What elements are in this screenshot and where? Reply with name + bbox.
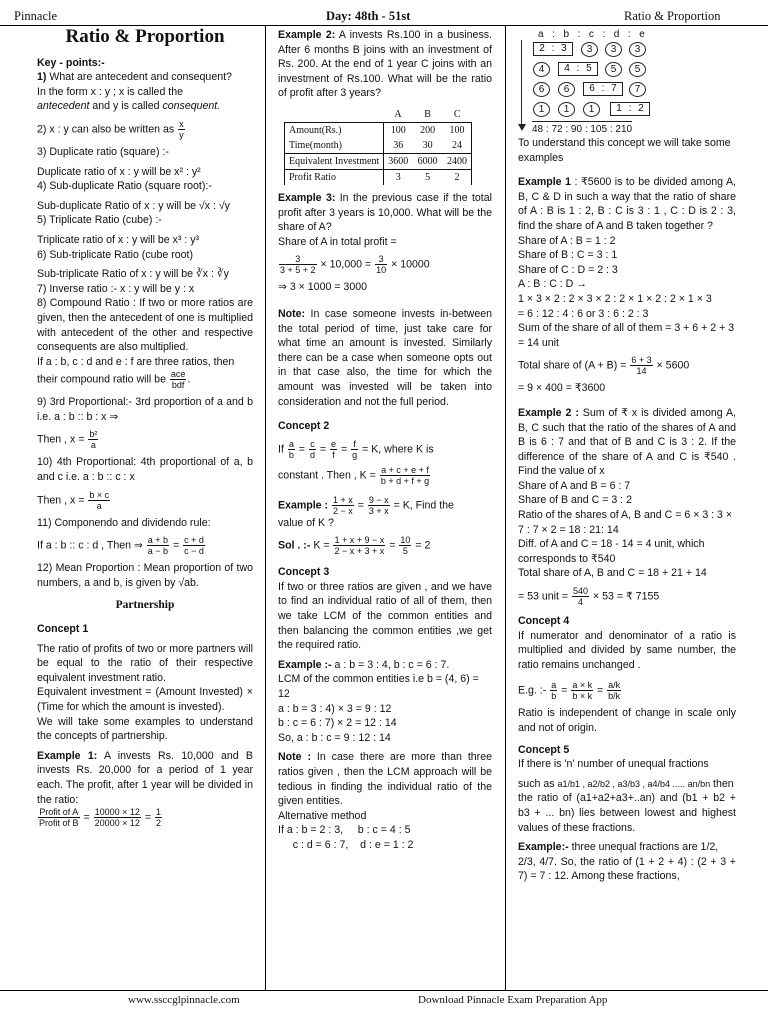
text: 8) Compound Ratio : If two or more ratios are given, then the antecedent of one is multiplied with antecedent of the other and respective consequents are also multiplied. — [37, 297, 253, 354]
note-label: Note: — [278, 307, 306, 320]
example-label: Example 2: — [278, 29, 336, 41]
text: × 10,000 = — [320, 258, 372, 271]
fraction: $\frac{e}{f}$ — [331, 438, 337, 460]
text: In case someone invests in-between the total period of time, just take care for what time an amount is invested. Similarly there can be a case when someone opts out in that case also, the time for which the amount was invested will be taken into consideration and not the full period. — [278, 307, 492, 408]
text: antecedent — [37, 100, 90, 113]
fractions-list: a1/b1 , a2/b2 , a3/b3 , a4/b4 ..... an/bn — [557, 778, 711, 789]
fraction: $\frac{a}{b}$ — [551, 680, 557, 702]
page-title: Ratio & Proportion — [65, 28, 225, 47]
text: = 53 unit = — [518, 590, 569, 603]
text: Share of B : C = 3 : 1 — [518, 249, 618, 262]
text: c : d = 6 : 7, d : e = 1 : 2 — [278, 838, 414, 851]
ratio-box: 2 : 3 — [533, 42, 573, 56]
text: Share of B and C = 3 : 2 — [518, 494, 632, 507]
concept-heading: Concept 4 — [518, 615, 570, 628]
fraction: $\frac{b \times c}{a}$ — [89, 489, 110, 511]
text: A invests Rs. 10,000 and B invests Rs. 20,000 for a period of 1 year each. The profit, after 1 year will be divided in the ratio: — [37, 749, 253, 806]
concept-heading: Concept 2 — [278, 420, 330, 433]
text: Ratio of the shares of A, B and C = 6 × 3 : 3 × 7 : 7 × 2 = 18 : 21: 14 — [518, 509, 733, 536]
text: Share of A : B = 1 : 2 — [518, 234, 616, 247]
text: 9) 3rd Proportional:- 3rd proportion of a and b i.e. a : b :: b : x ⇒ — [37, 396, 253, 423]
solution-label: Sol . :- — [278, 539, 311, 552]
ratio-circle: 6 — [533, 82, 550, 97]
example-label: Example 3: — [278, 191, 336, 204]
text: = 6 : 12 : 4 : 6 or 3 : 6 : 2 : 3 — [518, 307, 649, 320]
ratio-circle: 5 — [629, 62, 646, 77]
concept-heading: Concept 5 — [518, 743, 570, 756]
text: Diff. of A and C = 18 - 14 = 4 unit, which corresponds to ₹540 — [518, 538, 705, 565]
text: 10) 4th Proportional: 4th proportional of a, b and c i.e. a : b :: c : x — [37, 456, 253, 484]
example-label: Example 2 : — [518, 406, 579, 419]
concept-heading: Concept 1 — [37, 623, 89, 636]
text: Ratio is independent of change in scale only and not of origin. — [518, 707, 736, 734]
ratio-box: 4 : 5 — [558, 62, 598, 76]
text: = K, Find the — [393, 498, 454, 511]
fraction: $\frac{3}{3 + 5 + 2}$ — [280, 254, 316, 276]
text: = 2 — [415, 539, 431, 552]
text: three unequal fractions are 1/2, — [568, 841, 719, 854]
text: a : b = 3 : 4) × 3 = 9 : 12 — [278, 702, 392, 715]
fraction: $\frac{c + d}{c - d}$ — [184, 535, 204, 557]
text: constant . Then , K = — [278, 468, 376, 481]
text: We will take some examples to understand the concepts of partnership. — [37, 715, 253, 743]
text: = K, where K is — [362, 442, 434, 455]
text: such as — [518, 777, 555, 790]
fraction: $\frac{f}{g}$ — [352, 438, 358, 460]
arrowhead-icon — [518, 124, 526, 131]
text: In the previous case if the total profit after 3 years is 10,000. What will be the share of A? — [278, 191, 492, 234]
text: their compound ratio will be — [37, 373, 166, 386]
diagram-result: 48 : 72 : 90 : 105 : 210 — [532, 121, 632, 138]
text: In case there are more than three ratios given , then the LCM approach will be tedious in finding the individual ratio of the given entities. — [278, 751, 492, 808]
text: consequent. — [162, 100, 221, 113]
text: 3) Duplicate ratio (square) :- — [37, 145, 169, 158]
text: 2/3, 4/7. So, the ratio of (1 + 2 + 4) : (2 + 3 + 7) = 7 : 12. Among these fractions, — [518, 855, 736, 883]
ratio-circle: 4 — [533, 62, 550, 77]
ratio-circle: 7 — [629, 82, 646, 97]
fraction: $\frac{540}{4}$ — [573, 586, 589, 608]
ratio-circle: 3 — [581, 42, 598, 57]
example-label: Example:- — [518, 841, 569, 854]
text: ⇒ 3 × 1000 = 3000 — [278, 281, 367, 294]
text: b : c = 6 : 7) × 2 = 12 : 14 — [278, 717, 397, 730]
text: Sum of the share of all of them = 3 + 6 + 2 + 3 = 14 unit — [518, 322, 735, 349]
text: E.g. :- — [518, 684, 547, 697]
text: 5) Triplicate Ratio (cube) :- — [37, 214, 162, 227]
text: Share of A and B = 6 : 7 — [518, 479, 631, 492]
text: If — [278, 442, 284, 455]
text: 7) Inverse ratio :- x : y will be y : x — [37, 282, 195, 295]
fraction: Profit of A Profit of B — [39, 807, 79, 829]
footer-app-text: Download Pinnacle Exam Preparation App — [418, 994, 608, 1006]
text: Triplicate ratio of x : y will be x³ : y³ — [37, 233, 200, 246]
text: Duplicate ratio of x : y will be x² : y² — [37, 165, 201, 178]
page-footer — [0, 990, 768, 1006]
text: × 5600 — [656, 359, 690, 372]
text: 11) Componendo and dividendo rule: — [37, 516, 211, 529]
text: Sub-triplicate Ratio of x : y will be ∛x : ∛y — [37, 268, 229, 281]
column-2: Example 2: A invests Rs.100 in a business. After 6 months B joins with an investment of Rs. 200. At the end of 1 year C joins with an investment of Rs.100. What will be the ratio of profit after 3 years? A B C Amount(Rs.) 100 200 100 Time(month) 36 30 24 Equivalent Investment 3600 6000 2400 Profit Ratio 3 5 2 Example 3: In the previous case if the total profit after 3 years is 10,000. What will be the share of A? Share of A in total profit = $\frac{3}{3 + 5 + 2}$ × 10,000 = $\frac{3}{10}$ × 10000 ⇒ 3 × 1000 = 3000 Note: In case someone invests in-between the total period of time, just take care for what time an amount is invested. Similarly there can be a case when someone opts out in that case also, the time for which the amount was invested will be taken into consideration and not the full period. Concept 2 If $\frac{a}{b}$ = $\frac{c}{d}$ = $\frac{e}{f}$ = $\frac{f}{g}$ = K, where K is constant . Then , K = $\frac{a + c + e + f}{b + d + f + g}$ Example : $\frac{1 + x}{2 - x}$ = $\frac{9 - x}{3 + x}$ = K, Find the value of K ? Sol . :- K = $\frac{1 + x + 9 - x}{2 - x + 3 + x}$ = $\frac{10}{5}$ = 2 Concept 3 If two or three ratios are given , and we have to find an individual ratio of all of them, then we take LCM of the common entities and then balancing the common entities ,we get the required ratio. Example :- a : b = 3 : 4, b : c = 6 : 7. LCM of the common entities i.e b = (4, 6) = 12 a : b = 3 : 4) × 3 = 9 : 12 b : c = 6 : 7) × 2 = 12 : 14 So, a : b : c = 9 : 12 : 14 Note : In case there are more than three ratios given , then the LCM approach will be tedious in finding the individual ratio of the given entities. Alternative method If a : b = 2 : 3, b : c = 4 : 5 c : d = 6 : 7, d : e = 1 : 2 — [278, 29, 492, 851]
fraction: $\frac{c}{d}$ — [309, 438, 315, 460]
fraction: $\frac{a}{b}$ — [288, 438, 294, 460]
text: Total share of (A + B) = — [518, 359, 627, 372]
column-divider — [265, 26, 266, 990]
text: and y is called — [89, 100, 163, 113]
column-3: a : b : c : d : e 2 : 3 3 3 3 4 4 : 5 5 5 6 6 6 : 7 7 1 1 1 1 : 2 48 : 72 : 90 : 105 : 210 To understand this concept we will take some examples Example 1 : ₹5600 is to be divided among A, B, C & D in such a way that the ratio of share of A : B is 1 : 2, B : C is 3 : 1 , C : D is 2 : 3, find the share of A and B taken together ? Share of A : B = 1 : 2 Share of B : C = 3 : 1 Share of C : D = 2 : 3 A : B : C : D → 1 × 3 × 2 : 2 × 3 × 2 : 2 × 1 × 2 : 2 × 1 × 3 = 6 : 12 : 4 : 6 or 3 : 6 : 2 : 3 Sum of the share of all of them = 3 + 6 + 2 + 3 = 14 unit Total share of (A + B) = $\frac{6 + 3}{14}$ × 5600 = 9 × 400 = ₹3600 Example 2 : Sum of ₹ x is divided among A, B, C such that the ratio of the shares of A and B is 6 : 7 and that of B and C is 3 : 2. If the difference of the share of A and C is ₹540 . Find the value of x Share of A and B = 6 : 7 Share of B and C = 3 : 2 Ratio of the shares of A, B and C = 6 × 3 : 3 × 7 : 7 × 2 = 18 : 21: 14 Diff. of A and C = 18 - 14 = 4 unit, which corresponds to ₹540 Total share of A, B and C = 18 + 21 + 14 = 53 unit = $\frac{540}{4}$ × 53 = ₹ 7155 Concept 4 If numerator and denominator of a ratio is multiplied and divided by same number, the ratio remains unchanged . E.g. :- $\frac{a}{b}$ = $\frac{a \times k}{b \times k}$ = $\frac{a/k}{b/k}$ Ratio is independent of change in scale only and not of origin. Concept 5 If there is 'n' number of unequal fractions such as a1/b1 , a2/b2 , a3/b3 , a4/b4 ..... an/bn then the ratio of (a1+a2+a3+..an) and (b1 + b2 + b3 + ... bn) lies between lowest and highest values of these fractions. Example:- three unequal fractions are 1/2, 2/3, 4/7. So, the ratio of (1 + 2 + 4) : (2 + 3 + 7) = 7 : 12. Among these fractions, — [518, 29, 736, 883]
text: A invests Rs.100 in a business. After 6 months B joins with an investment of Rs. 200. At the end of 1 year C joins with an investment of Rs.100. What will be the ratio of profit after 3 years? — [278, 29, 492, 100]
fraction: $\frac{x}{y}$ — [179, 118, 184, 140]
ratio-chain-diagram — [518, 28, 736, 134]
fraction: $\frac{10}{5}$ — [400, 535, 411, 557]
text: 1 × 3 × 2 : 2 × 3 × 2 : 2 × 1 × 2 : 2 × 1 × 3 — [518, 292, 712, 305]
text: If a : b = 2 : 3, b : c = 4 : 5 — [278, 824, 411, 837]
fraction: $\frac{1 + x}{2 - x}$ — [333, 494, 353, 516]
fraction: $\frac{6 + 3}{14}$ — [631, 355, 652, 377]
example-label: Example 1 — [518, 176, 571, 189]
text: Sum of ₹ x is divided among A, B, C such that the ratio of the shares of A and B is 6 : 7 and that of B and C is 3 : 2. If the difference of the share of A and C is ₹540 . Find the value of x — [518, 406, 736, 478]
text: : ₹5600 is to be divided among A, B, C & D in such a way that the ratio of share of A : B is 1 : 2, B : C is 3 : 1 , C : D is 2 : 3, find the share of A and B taken together ? — [518, 176, 736, 232]
ratio-circle: 1 — [558, 102, 575, 117]
text: Share of C : D = 2 : 3 — [518, 263, 618, 276]
text: Then , x = — [37, 433, 85, 446]
fraction: $\frac{10000 \times 12}{20000 \times 12}$ — [94, 807, 140, 829]
text: The ratio of profits of two or more partners will be equal to the ratio of their respective equivalent investment ratio. — [37, 642, 253, 684]
example-label: Example 1: — [37, 749, 98, 762]
key-points-heading: Key - points:- — [37, 56, 105, 69]
investment-table: A B C Amount(Rs.) 100 200 100 Time(month) 36 30 24 Equivalent Investment 3600 6000 2400 Profit Ratio 3 5 2 — [284, 107, 472, 185]
fraction: $\frac{a + b}{a - b}$ — [147, 535, 169, 557]
text: K = — [313, 539, 330, 552]
fraction: $\frac{a \times k}{b \times k}$ — [572, 680, 593, 702]
ratio-circle: 5 — [605, 62, 622, 77]
text: Sub-duplicate Ratio of x : y will be √x : √y — [37, 199, 230, 212]
text: then — [713, 777, 734, 790]
header-right: Ratio & Proportion — [624, 9, 721, 23]
text: 6) Sub-triplicate Ratio (cube root) — [37, 248, 194, 261]
partnership-heading: Partnership — [115, 599, 175, 612]
example-label: Example :- — [278, 658, 332, 671]
fraction: ace bdf — [170, 369, 186, 391]
text: To understand this concept we will take some examples — [518, 137, 731, 164]
text: So, a : b : c = 9 : 12 : 14 — [278, 731, 391, 744]
text: If numerator and denominator of a ratio is multiplied and divided by same number, the ratio remains unchanged . — [518, 629, 736, 671]
example-label: Example : — [278, 498, 329, 511]
header-center: Day: 48th - 51st — [326, 9, 411, 23]
fraction: $\frac{3}{10}$ — [376, 254, 387, 276]
ratio-circle: 1 — [533, 102, 550, 117]
concept-heading: Concept 3 — [278, 566, 330, 579]
ratio-circle: 6 — [558, 82, 575, 97]
ratio-circle: 3 — [629, 42, 646, 57]
text: LCM of the common entities i.e b = (4, 6) = 12 — [278, 673, 479, 701]
text: A : B : C : D → — [518, 278, 587, 291]
item-number: 1) — [37, 71, 47, 84]
text: the ratio of (a1+a2+a3+..an) and (b1 + b2 + b3 + ... bn) lies between lowest and highest values of these fractions. — [518, 792, 736, 834]
text: If there is 'n' number of unequal fractions — [518, 758, 709, 771]
down-arrow-icon — [521, 40, 522, 126]
fraction: $\frac{\text{b²}}{a}$ — [89, 429, 98, 451]
text: If two or three ratios are given , and we have to find an individual ratio of all of them, then we take LCM of the common entities and then balancing the common entities ,we get the required ratio. — [278, 580, 492, 652]
fraction: $\frac{1 + x + 9 - x}{2 - x + 3 + x}$ — [334, 535, 385, 557]
text: In the form x : y ; x is called the — [37, 85, 184, 98]
diagram-header: a : b : c : d : e — [538, 29, 646, 40]
text: = 9 × 400 = ₹3600 — [518, 382, 606, 395]
ratio-box: 1 : 2 — [610, 102, 650, 116]
footer-website-link[interactable]: www.ssccglpinnacle.com — [128, 994, 240, 1006]
text: value of K ? — [278, 516, 334, 529]
header-left: Pinnacle — [14, 9, 58, 23]
text: × 53 = ₹ 7155 — [593, 590, 660, 603]
text: If a : b, c : d and e : f are three ratios, then — [37, 355, 235, 368]
ratio-circle: 3 — [605, 42, 622, 57]
text: Equivalent investment = (Amount Invested) × (Time for which the amount is invested). — [37, 686, 253, 713]
text: Alternative method — [278, 809, 367, 822]
text: a : b = 3 : 4, b : c = 6 : 7. — [331, 658, 450, 671]
fraction: $\frac{a + c + e + f}{b + d + f + g}$ — [380, 464, 430, 486]
text: If a : b :: c : d , Then ⇒ — [37, 539, 143, 552]
ratio-circle: 1 — [583, 102, 600, 117]
text: × 10000 — [391, 258, 430, 271]
text: Total share of A, B and C = 18 + 21 + 14 — [518, 567, 707, 580]
note-label: Note : — [278, 751, 311, 764]
fraction: $\frac{9 - x}{3 + x}$ — [368, 494, 389, 516]
text: Then , x = — [37, 493, 85, 506]
fraction: $\frac{1}{2}$ — [155, 807, 161, 829]
ratio-box: 6 : 7 — [583, 82, 623, 96]
text: 12) Mean Proportion : Mean proportion of two numbers, a and b, is given by √ab. — [37, 562, 253, 589]
text: Share of A in total profit = — [278, 235, 397, 248]
fraction: $\frac{a/k}{b/k}$ — [608, 680, 621, 702]
page-header — [0, 0, 768, 26]
text: 2) x : y can also be written as — [37, 123, 175, 136]
column-1: Ratio & Proportion Key - points:- 1) What are antecedent and consequent? In the form x : y ; x is called the antecedent and y is called consequent. 2) x : y can also be written as $\frac{x}{y}$ 3) Duplicate ratio (square) :- Duplicate ratio of x : y will be x² : y² 4) Sub-duplicate Ratio (square root):- Sub-duplicate Ratio of x : y will be √x : √y 5) Triplicate Ratio (cube) :- Triplicate ratio of x : y will be x³ : y³ 6) Sub-triplicate Ratio (cube root) Sub-triplicate Ratio of x : y will be ∛x : ∛y 7) Inverse ratio :- x : y will be y : x 8) Compound Ratio : If two or more ratios are given, then the antecedent of one is multiplied with antecedent of the other and respective consequents are also multiplied. If a : b, c : d and e : f are three ratios, then their compound ratio will be ace bdf . 9) 3rd Proportional:- 3rd proportion of a and b i.e. a : b :: b : x ⇒ Then , x = $\frac{\text{b²}}{a}$ 10) 4th Proportional: 4th proportional of a, b and c i.e. a : b :: c : x Then , x = $\frac{b \times c}{a}$ 11) Componendo and dividendo rule: If a : b :: c : d , Then ⇒ $\frac{a + b}{a - b}$ = $\frac{c + d}{c - d}$ 12) Mean Proportion : Mean proportion of two numbers, a and b, is given by √ab. Partnership Concept 1 The ratio of profits of two or more partners will be equal to the ratio of their respective equivalent investment ratio. Equivalent investment = (Amount Invested) × (Time for which the amount is invested). We will take some examples to understand the concepts of partnership. Example 1: A invests Rs. 10,000 and B invests Rs. 20,000 for a period of 1 year each. The profit, after 1 year will be divided in the ratio: Profit of A Profit of B = $\frac{10000 \times 12}{20000 \times 12}$ = $\frac{1}{2}$ — [37, 28, 253, 829]
column-divider — [505, 26, 506, 990]
text: 4) Sub-duplicate Ratio (square root):- — [37, 180, 212, 193]
text: What are antecedent and consequent? — [46, 71, 232, 84]
